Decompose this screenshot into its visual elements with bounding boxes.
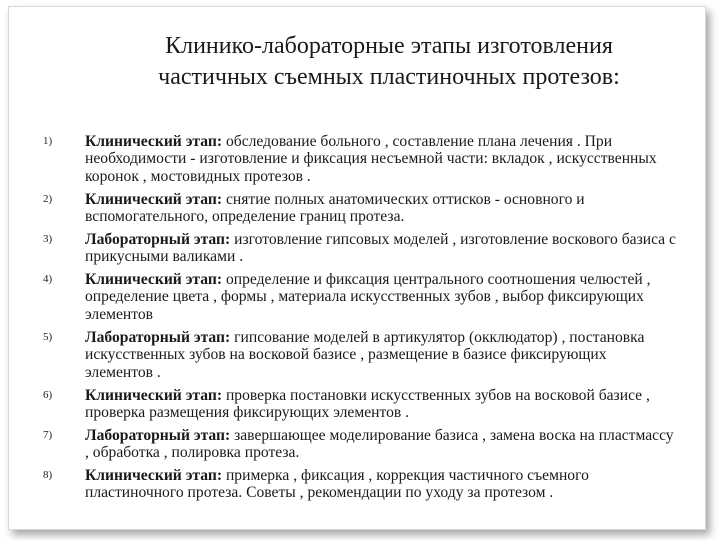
list-item (9, 427, 705, 467)
item-text (85, 467, 677, 502)
item-number: 4) (43, 273, 53, 285)
item-label: Клинический этап: (85, 133, 223, 150)
title-line-1: Клинико-лабораторные этапы изготовления (165, 33, 613, 59)
item-label: Лабораторный этап: (85, 231, 231, 248)
slide-title (69, 31, 709, 93)
item-label: Клинический этап: (85, 387, 223, 404)
item-body: обследование больного , составление плана лечения . При необходимости - изготовление и фиксация несъемной части: вкладок , искусственных коронок , мостовидных протезов . (85, 133, 657, 185)
list-item (9, 191, 705, 231)
item-number: 6) (43, 389, 53, 401)
item-text (85, 133, 677, 185)
item-label: Клинический этап: (85, 467, 223, 484)
list-item (9, 231, 705, 271)
slide (8, 6, 706, 530)
list-item (9, 329, 705, 387)
list-item (9, 271, 705, 329)
item-body: снятие полных анатомических оттисков - основного и вспомогательного, определение границ протеза. (85, 191, 585, 226)
item-text (85, 387, 677, 422)
item-number: 8) (43, 469, 53, 481)
item-text (85, 271, 677, 323)
item-text (85, 329, 677, 381)
list-item (9, 467, 705, 507)
item-number: 2) (43, 193, 53, 205)
item-label: Клинический этап: (85, 271, 223, 288)
item-label: Клинический этап: (85, 191, 223, 208)
list-item (9, 387, 705, 427)
item-text (85, 191, 677, 226)
item-label: Лабораторный этап: (85, 427, 231, 444)
item-number: 3) (43, 233, 53, 245)
item-number: 7) (43, 429, 53, 441)
item-body: проверка постановки искусственных зубов на восковой базисе , проверка размещения фиксирующих элементов . (85, 387, 650, 422)
item-text (85, 231, 677, 266)
item-body: гипсование моделей в артикулятор (окклюдатор) , постановка искусственных зубов на восковой базисе , размещение в базисе фиксирующих элементов . (85, 329, 645, 381)
item-text (85, 427, 677, 462)
item-body: примерка , фиксация , коррекция частичного съемного пластиночного протеза. Советы , рекомендации по уходу за протезом . (85, 467, 589, 502)
list-item (9, 133, 705, 191)
item-label: Лабораторный этап: (85, 329, 231, 346)
item-number: 5) (43, 331, 53, 343)
title-line-2: частичных съемных пластиночных протезов: (158, 64, 620, 90)
item-body: определение и фиксация центрального соотношения челюстей , определение цвета , формы , материала искусственных зубов , выбор фиксирующих элементов (85, 271, 651, 323)
item-body: завершающее моделирование базиса , замена воска на пластмассу , обработка , полировка протеза. (85, 427, 674, 462)
stages-list (9, 133, 705, 507)
item-number: 1) (43, 135, 53, 147)
item-body: изготовление гипсовых моделей , изготовление воскового базиса с прикусными валиками . (85, 231, 676, 266)
